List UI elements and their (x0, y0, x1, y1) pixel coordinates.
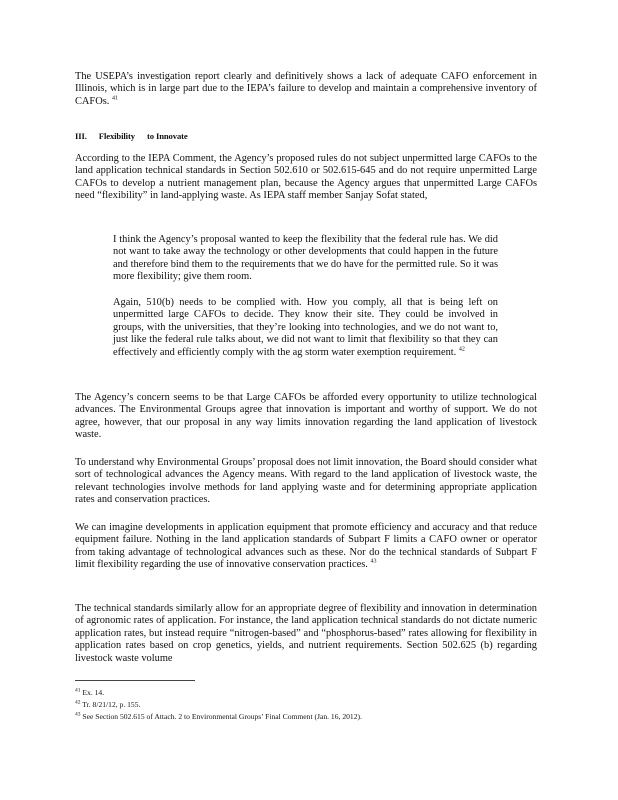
intro-paragraph (75, 71, 537, 108)
footnote-42 (75, 700, 140, 709)
paragraph-agency-concern (75, 392, 537, 442)
paragraph-developments (75, 522, 537, 572)
section-number: III. (75, 131, 87, 141)
paragraph-text: According to the IEPA Comment, the Agency’s proposed rules do not subject unpermitted large CAFOs to the land application technical standards in Section 502.610 or 502.615-645 and do not require unpermitted Large CAFOs to develop a nutrient management plan, because the Agency argues that unpermitted Large CAFOs need “flexibility” in land-applying waste. As IEPA staff member Sanjay Sofat stated, (75, 153, 537, 202)
paragraph-technical-standards (75, 603, 537, 665)
footnote-number: 41 (75, 687, 81, 694)
intro-text: The USEPA’s investigation report clearly and definitively shows a lack of adequate CAFO enforcement in Illinois, which is in large part due to the IEPA’s failure to develop and maintain a comprehensive inventory of CAFOs. (75, 71, 537, 107)
footnote-divider (75, 680, 195, 681)
footnote-text: Tr. 8/21/12, p. 155. (82, 700, 141, 709)
paragraph-text: The technical standards similarly allow for an appropriate degree of flexibility and innovation in determination of agronomic rates of application. For instance, the land application technical standards do not dictate numeric application rates, but instead require “nitrogen-based” and “phosphorus-based” rates allowing for flexibility in application rates based on crop genetics, yields, and nutrient requirements. Section 502.625 (b) regarding livestock waste volume (75, 603, 537, 664)
footnote-43 (75, 712, 362, 721)
footnote-ref-42: 42 (458, 346, 465, 353)
quote-text: Again, 510(b) needs to be complied with. How you comply, all that is being left on unpermitted large CAFOs to decide. They know their site. They could be involved in groups, with the universities, that they’re looking into technologies, and we do not want to, just like the federal rule talks about, we did not want to limit that flexibility so that they can effectively and efficiently comply with the ag storm water exemption requirement. (113, 297, 498, 358)
footnote-number: 42 (75, 699, 81, 706)
footnote-text: Ex. 14. (82, 688, 105, 697)
block-quote-2 (113, 297, 498, 359)
footnote-ref-43: 43 (370, 558, 377, 565)
footnote-41 (75, 688, 104, 697)
footnote-number: 43 (75, 711, 81, 718)
block-quote-1 (113, 234, 498, 284)
section-heading (75, 131, 200, 141)
quote-text: I think the Agency’s proposal wanted to keep the flexibility that the federal rule has. We did not want to take away the technology or other developments that could happen in the future and therefore bind them to the requirements that we do have for the permitted rule. So it was more flexibility; give them room. (113, 234, 498, 283)
paragraph-understand (75, 457, 537, 507)
paragraph-text: We can imagine developments in application equipment that promote efficiency and accuracy and that reduce equipment failure. Nothing in the land application standards of Subpart F limits a CAFO owner or operator from taking advantage of technological advances such as these. Nor do the technical standards of Subpart F limit flexibility regarding the use of innovative conservation practices. (75, 522, 537, 571)
section-title-b: to Innovate (146, 131, 188, 141)
section-title-a: Flexibility (98, 131, 135, 141)
footnote-text: See Section 502.615 of Attach. 2 to Environmental Groups’ Final Comment (Jan. 16, 2012). (82, 712, 362, 721)
footnote-ref-41: 41 (111, 95, 118, 102)
paragraph-text: To understand why Environmental Groups’ proposal does not limit innovation, the Board should consider what sort of technological advances the Agency means. With regard to the land application of livestock waste, the relevant technologies involve methods for land applying waste and for determining appropriate application rates and conservation practices. (75, 457, 537, 506)
paragraph-text: The Agency’s concern seems to be that Large CAFOs be afforded every opportunity to utilize technological advances. The Environmental Groups agree that innovation is important and worthy of support. We do not agree, however, that our proposal in any way limits innovation regarding the land application of livestock waste. (75, 392, 537, 441)
paragraph-agency-comment (75, 153, 537, 203)
